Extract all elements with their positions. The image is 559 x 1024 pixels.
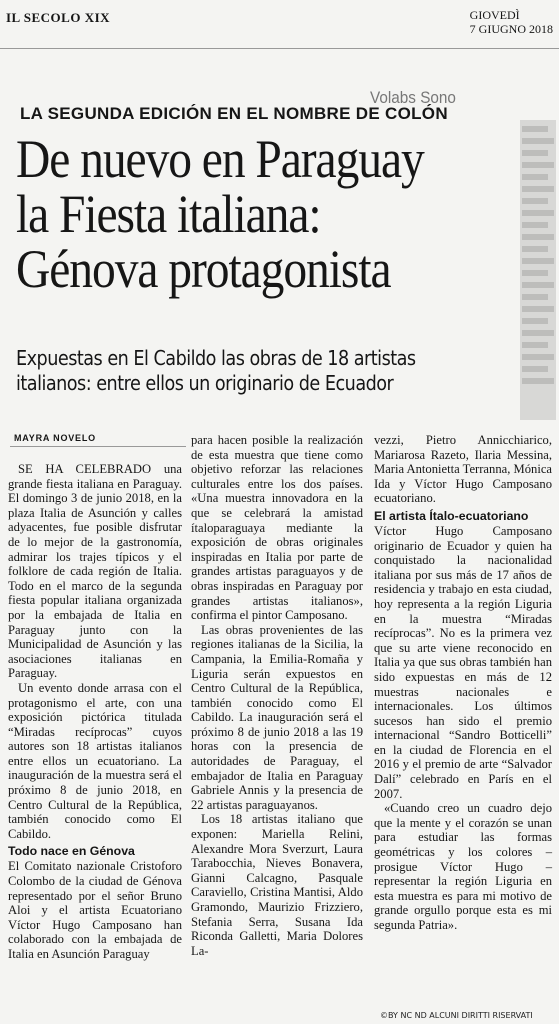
issue-weekday: GIOVEDÌ xyxy=(469,8,520,22)
section-subtitle-artista: El artista Ítalo-ecuatoriano xyxy=(374,508,529,523)
headline-line-2: la Fiesta italiana: xyxy=(16,184,321,244)
subhead-line-1: Expuestas en El Cabildo las obras de 18 artistas xyxy=(16,346,416,370)
column-3-paragraph-1: vezzi, Pietro Annicchiarico, Mariarosa Razeto, Ilaria Messina, Maria Antonietta Terranna, Mónica Ida y Víctor Hugo Camposano ecuatoriano. xyxy=(374,433,552,506)
header-divider xyxy=(0,48,559,49)
headline-line-1: De nuevo en Paraguay xyxy=(16,129,424,189)
article-subhead xyxy=(16,346,556,396)
article-column-1 xyxy=(8,462,182,962)
column-1-paragraph-1 xyxy=(8,462,182,681)
bleed-through-text: Volabs Sono xyxy=(370,88,456,107)
section-subtitle-genova: Todo nace en Génova xyxy=(8,844,135,859)
column-1-paragraph-3: El Comitato nazionale Cristoforo Colombo de la ciudad de Génova representado por el señor Bruno Aloi y el artista Ecuatoriano Víctor Hugo Camposano han colaborado con la embajada de Italia en Asunción Paraguay xyxy=(8,859,182,961)
column-2-paragraph-2: Las obras provenientes de las regiones italianas de la Sicilia, la Campania, la Emilia-Romaña y Liguria serán expuestos en Centro Cultural de la República, también conocido como El Cabildo. La inauguración será el próximo 8 de junio 2018 a las 19 horas con la presencia de autoridades de Paraguay, el embajador de Italia en Paraguay Gabriele Annis y la presencia de 22 artistas paraguayanos. xyxy=(191,622,363,812)
column-2-paragraph-1: para hacen posible la realización de esta muestra que tiene como objetivo reforzar las relaciones culturales entre los dos países. «Una muestra innovadora en la que se celebrará la amistad ítaloparaguaya mediante la exposición de obras originales inspiradas en Italia por parte de grandes artistas paraguayos y de obras inspiradas en Paraguay por grandes artistas italianos», confirma el pintor Camposano. xyxy=(191,433,363,623)
column-3-paragraph-3: «Cuando creo un cuadro dejo que la mente y el corazón se unan para estudiar las formas geométricas y los colores –prosigue Víctor Hugo – representar la región Liguria en esta muestra es para mi motivo de grande orgullo porque esta es mi segunda Patria». xyxy=(374,801,552,932)
article-column-2 xyxy=(191,433,363,958)
license-credit: ©BY NC ND ALCUNI DIRITTI RISERVATI xyxy=(380,1011,533,1020)
column-2-paragraph-3: Los 18 artistas italiano que exponen: Mariella Relini, Alexandre Mora Sverzurt, Laura Tarabocchia, Nieves Bonavera, Gianni Calcagno, Pasquale Caraviello, Cristina Mantisi, Aldo Gramondo, Maurizio Frizziero, Stefania Serra, Susana Ida Riconda Galletti, Maria Dolores La- xyxy=(191,812,363,958)
lead-paragraph-text: una grande fiesta italiana en Paraguay. El domingo 3 de junio 2018, en la plaza Italia de Asunción y calles adyacentes, fue posible disfrutar de lo mejor de la gastronomía, admirar los trajes típicos y el folklore de cada región de Italia. Todo en el marco de la segunda fiesta popular italiana organizada por la embajada de Italia en Paraguay junto con la Municipalidad de Asunción y las asociaciones italianas en Paraguay. xyxy=(8,462,182,681)
issue-date xyxy=(470,8,553,36)
headline-line-3: Génova protagonista xyxy=(16,239,391,299)
newspaper-masthead: IL SECOLO XIX xyxy=(6,10,111,25)
issue-date-text: 7 GIUGNO 2018 xyxy=(469,22,553,36)
column-3-paragraph-2: Víctor Hugo Camposano originario de Ecuador y quien ha conquistado la nacionalidad italiana por sus más de 17 años de residencia y trabajo en esta ciudad, hoy representa a la región Liguria en la muestra “Miradas recíprocas”. No es la primera vez que su arte viene reconocido en Italia ya que sus obras también han sido expuestas en más de 12 muestras nacionales e internacionales. Los últimos sucesos han sido el premio internacional “Sandro Botticelli” en la ciudad de Florencia en el 2016 y el premio de arte “Salvador Dalí” celebrado en París en el 2007. xyxy=(374,523,552,801)
column-1-paragraph-2: Un evento donde arrasa con el protagonismo el arte, con una exposición pictórica titulada “Miradas recíprocas” cuyos autores son 18 artistas italianos entre ellos un ecuatoriano. La inauguración de la muestra será el próximo 8 de junio 2018, en Centro Cultural de la República, también conocido como El Cabildo. xyxy=(8,680,182,841)
subhead-line-2: italianos: entre ellos un originario de Ecuador xyxy=(16,371,394,395)
byline-rule xyxy=(10,446,186,447)
lead-in-caps: SE HA CELEBRADO xyxy=(18,462,152,476)
article-byline: MAYRA NOVELO xyxy=(14,433,96,443)
article-column-3 xyxy=(374,433,552,933)
article-headline xyxy=(16,129,556,299)
article-kicker: LA SEGUNDA EDICIÓN EN EL NOMBRE DE COLÓN xyxy=(20,104,448,123)
